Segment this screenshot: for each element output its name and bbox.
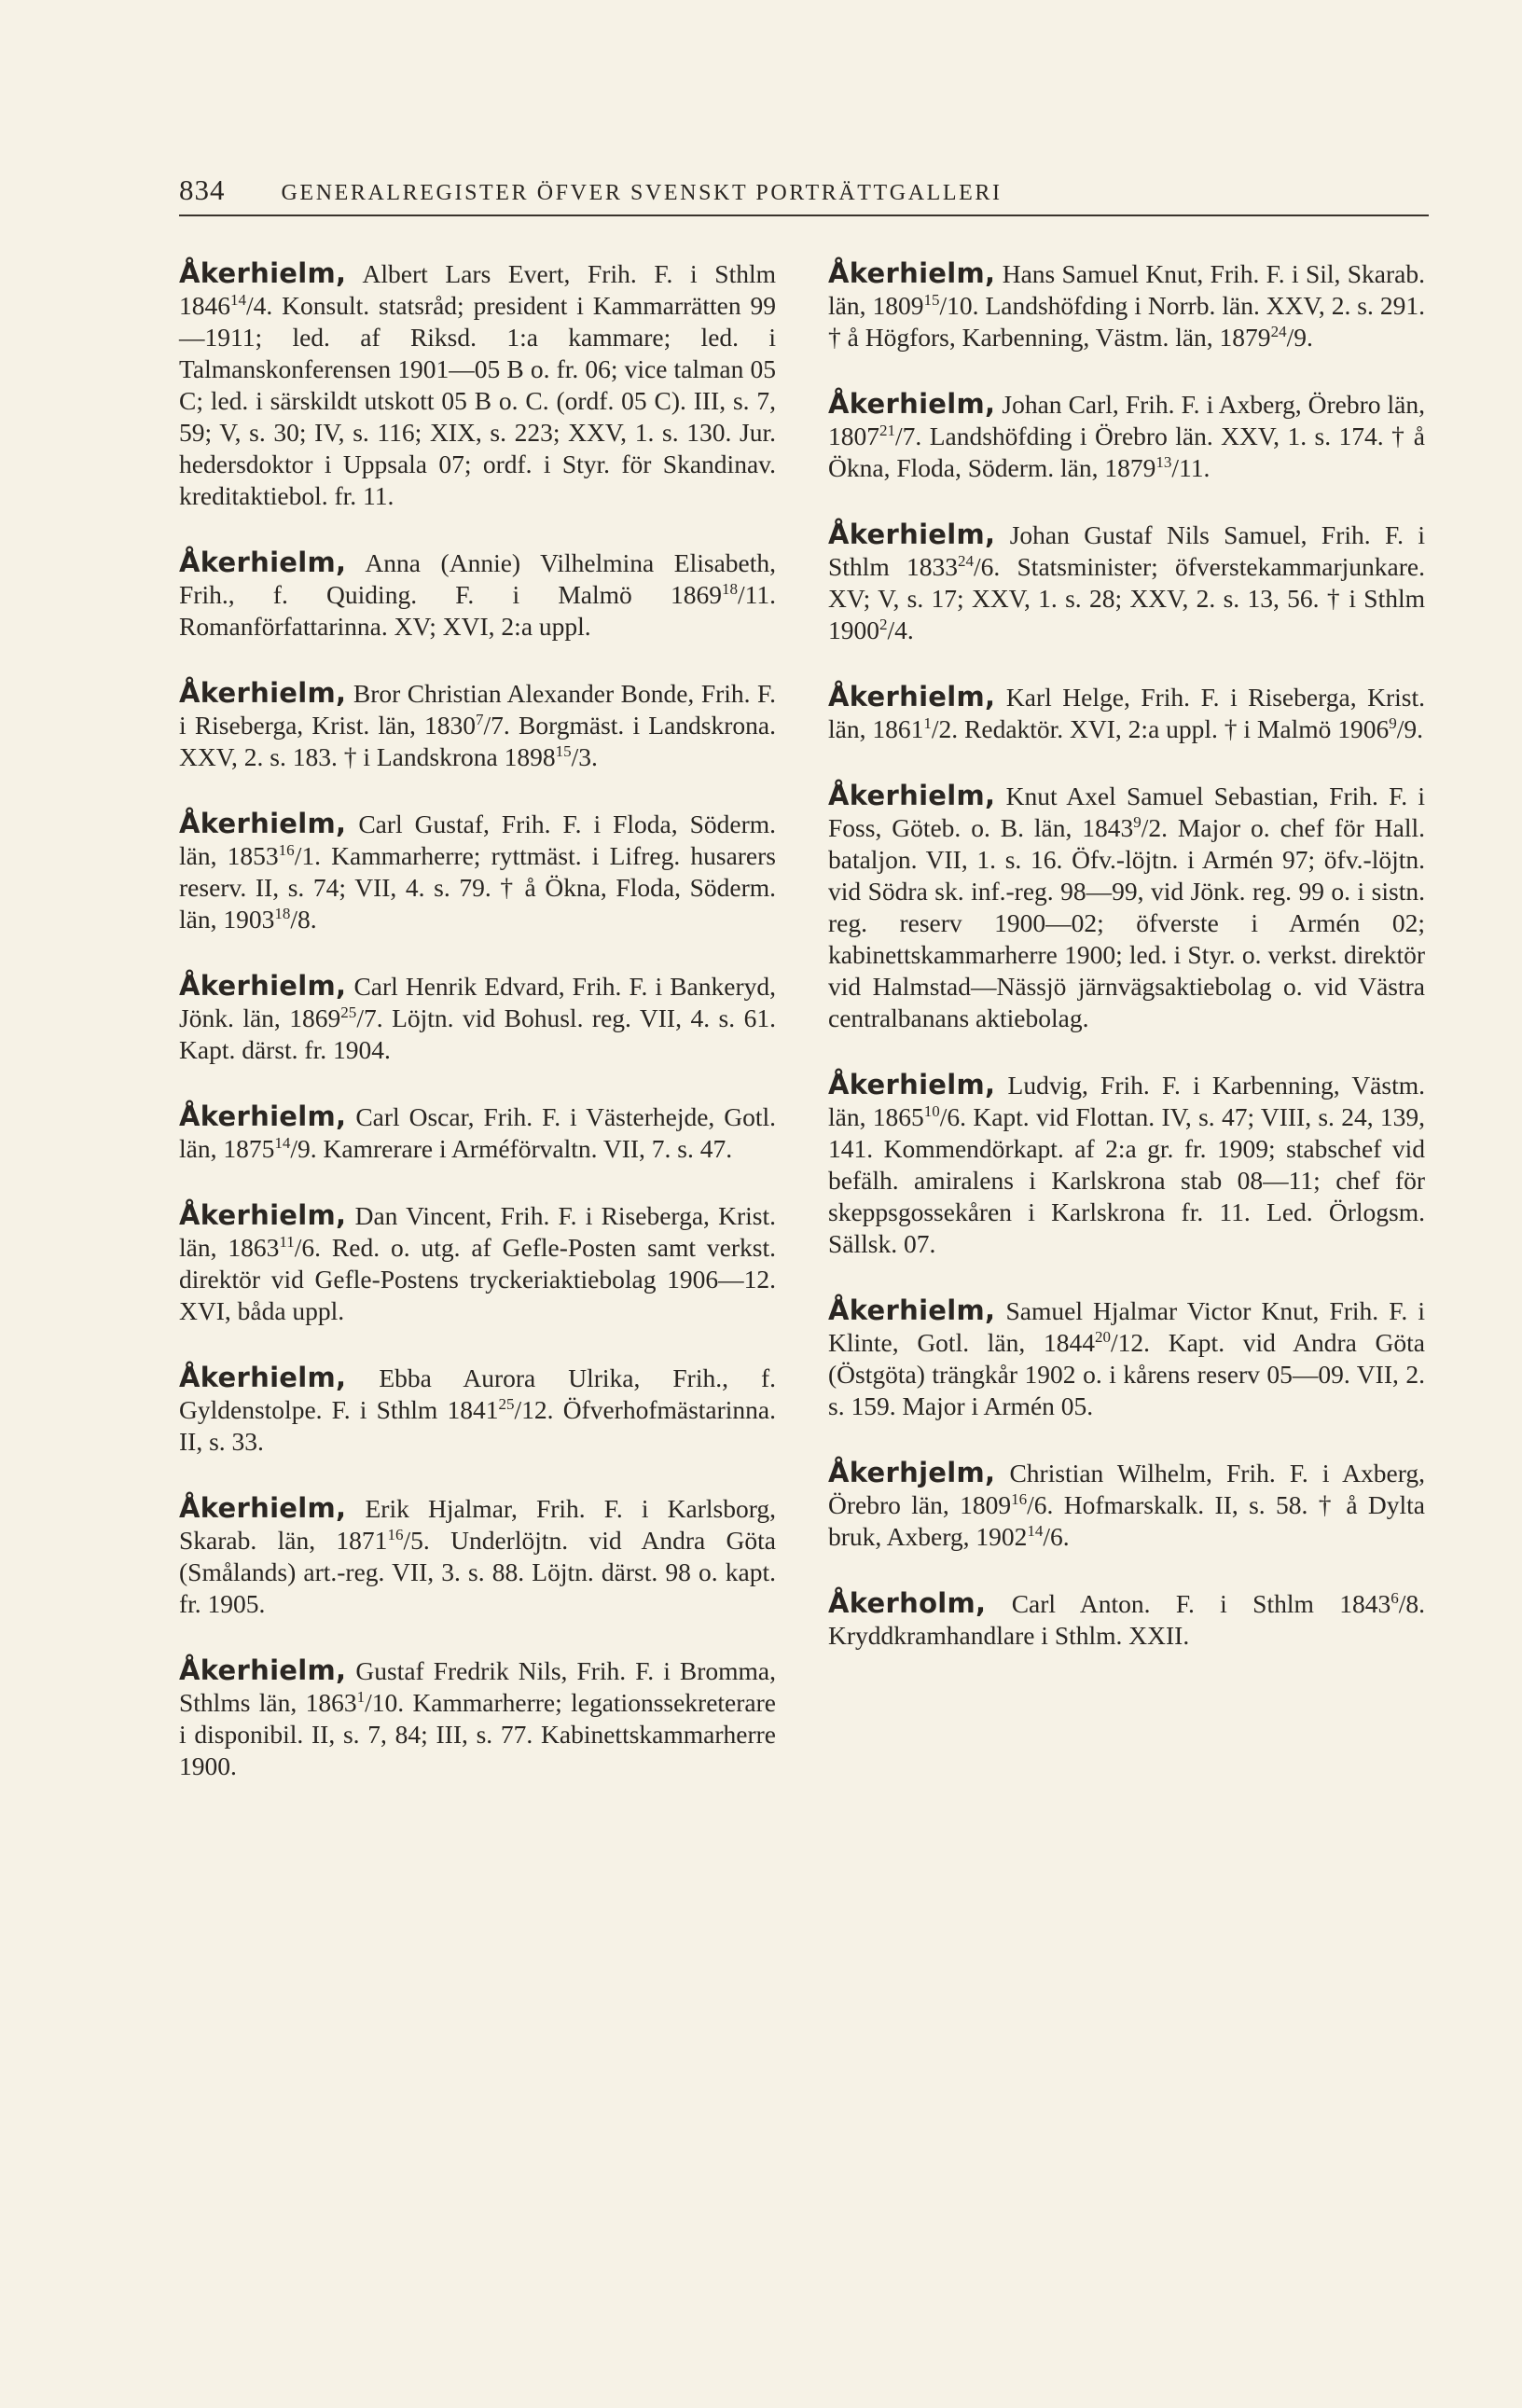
entry-text: /2. Redaktör. XVI, 2:a uppl. † i Malmö 1906 (931, 714, 1390, 743)
register-entry (828, 1069, 1425, 1260)
entry-text: /1. Kammarherre; ryttmäst. i Lifreg. husarers reserv. II, s. 74; VII, 4. s. 79. † å Ökna, Floda, Söderm. län, 1903 (179, 841, 776, 934)
date-superscript: 7 (476, 710, 484, 728)
entry-text: Carl Anton. F. i Sthlm 1843 (1011, 1589, 1391, 1618)
date-superscript: 13 (1155, 452, 1172, 471)
register-entry (828, 519, 1425, 646)
register-entry (828, 257, 1425, 353)
entry-text: Dan Vincent, Frih. F. i Riseberga, Krist. län, 1863 (179, 1201, 776, 1262)
register-entry (179, 1100, 776, 1165)
entry-text: /7. Landshöfding i Örebro län. XXV, 1. s. 174. † å Ökna, Floda, Söderm. län, 1879 (828, 422, 1425, 482)
register-entry (179, 970, 776, 1066)
date-superscript: 25 (340, 1003, 357, 1021)
register-entry (179, 257, 776, 512)
entry-text: Knut Axel Samuel Sebastian, Frih. F. i Foss, Göteb. o. B. län, 1843 (828, 782, 1425, 842)
entry-name: Åkerhielm, (828, 780, 996, 811)
date-superscript: 14 (274, 1133, 291, 1152)
entry-text: /4. Konsult. statsråd; president i Kammarrätten 99—1911; led. af Riksd. 1:a kammare; led. i Talmanskonferensen 1901—05 B o. fr. 06; vice talman 05 C; led. i särskildt utskott 05 B o. C. (ordf. 05 C). III, s. 7, 59; V, s. 30; IV, s. 116; XIX, s. 223; XXV, 1. s. 130. Jur. hedersdoktor i Uppsala 07; ordf. i Styr. för Skandinav. kreditaktiebol. fr. 11. (179, 291, 776, 510)
register-entry (179, 1199, 776, 1327)
date-superscript: 16 (387, 1525, 404, 1543)
date-superscript: 15 (555, 741, 572, 760)
entry-text: /2. Major o. chef för Hall. bataljon. VII, 1. s. 16. Öfv.-löjtn. i Armén 97; öfv.-löjtn. vid Södra sk. inf.-reg. 98—99, vid Jönk. reg. 99 o. i sistn. reg. reserv 1900—02; öfverste i Armén 02; kabinettskammarherre 1900; led. i Styr. o. verkst. direktör vid Halmstad—Nässjö järnvägsaktiebolag o. vid Västra centralbanans aktiebolag. (828, 813, 1425, 1032)
entry-text: Erik Hjalmar, Frih. F. i Karlsborg, Skarab. län, 1871 (179, 1494, 776, 1555)
date-superscript: 10 (923, 1101, 940, 1120)
entry-name: Åkerhielm, (828, 681, 996, 713)
register-entry (828, 780, 1425, 1034)
entry-name: Åkerhielm, (179, 970, 347, 1002)
entry-text: /10. Landshöfding i Norrb. län. XXV, 2. s. 291. † å Högfors, Karbenning, Västm. län, 1879 (828, 291, 1425, 352)
entry-name: Åkerhielm, (828, 388, 996, 420)
entry-name: Åkerhielm, (179, 1100, 347, 1132)
entry-name: Åkerhielm, (179, 1199, 347, 1231)
register-entry (828, 1457, 1425, 1553)
page-header (179, 173, 1429, 207)
entry-name: Åkerhielm, (179, 1362, 347, 1393)
date-superscript: 2 (879, 615, 888, 633)
entry-name: Åkerhielm, (179, 1492, 347, 1524)
entry-text: Carl Gustaf, Frih. F. i Floda, Söderm. län, 1853 (179, 810, 776, 870)
date-superscript: 18 (721, 579, 738, 598)
register-entry (179, 1362, 776, 1458)
entry-text: /9. (1286, 323, 1313, 352)
entry-name: Åkerhielm, (179, 257, 347, 289)
date-superscript: 11 (279, 1232, 295, 1251)
entry-text: /3. (571, 742, 598, 771)
entry-text: Bror Christian Alexander Bonde, Frih. F. i Riseberga, Krist. län, 1830 (179, 679, 777, 740)
date-superscript: 9 (1389, 713, 1397, 732)
entry-text: /11. (1171, 453, 1211, 482)
date-superscript: 15 (923, 290, 940, 309)
entry-name: Åkerhielm, (828, 519, 996, 550)
entry-text: /6. (1043, 1522, 1070, 1551)
entry-text: Samuel Hjalmar Victor Knut, Frih. F. i Klinte, Gotl. län, 1844 (828, 1296, 1425, 1357)
register-entry (179, 1654, 776, 1782)
entry-text: /6. Statsminister; öfverstekammarjunkare. XV; V, s. 17; XXV, 1. s. 28; XXV, 2. s. 13, 56. † i Sthlm 1900 (828, 552, 1425, 644)
entry-text: /4. (887, 616, 914, 644)
entry-name: Åkerhielm, (179, 677, 347, 709)
entry-name: Åkerhjelm, (828, 1457, 996, 1488)
date-superscript: 24 (957, 551, 974, 570)
entry-name: Åkerholm, (828, 1587, 987, 1619)
entry-text: /10. Kammarherre; legationssekreterare i disponibil. II, s. 7, 84; III, s. 77. Kabinettskammarherre 1900. (179, 1688, 776, 1780)
date-superscript: 20 (1094, 1327, 1112, 1346)
entry-text: Karl Helge, Frih. F. i Riseberga, Krist. län, 1861 (828, 683, 1425, 743)
entry-text: Hans Samuel Knut, Frih. F. i Sil, Skarab. län, 1809 (828, 259, 1425, 320)
date-superscript: 14 (1027, 1521, 1044, 1540)
entry-text: /12. Kapt. vid Andra Göta (Östgöta) trängkår 1902 o. i kårens reserv 05—09. VII, 2. s. 159. Major i Armén 05. (828, 1328, 1425, 1420)
entry-text: /9. Kamrerare i Arméförvaltn. VII, 7. s. 47. (290, 1134, 733, 1163)
entry-text: Carl Henrik Edvard, Frih. F. i Bankeryd, Jönk. län, 1869 (179, 972, 777, 1032)
register-entry (179, 808, 776, 935)
entry-text: Johan Gustaf Nils Samuel, Frih. F. i Sthlm 1833 (828, 520, 1425, 581)
date-superscript: 16 (278, 840, 295, 859)
date-superscript: 1 (356, 1687, 366, 1706)
entry-text: /9. (1396, 714, 1424, 743)
entry-text: /6. Kapt. vid Flottan. IV, s. 47; VIII, s. 24, 139, 141. Kommendörkapt. af 2:a gr. fr. 1909; stabschef vid befälh. amiralens i Karlskrona stab 08—11; chef för skeppsgossekåren i Karlskrona fr. 11. Led. Örlogsm. Sällsk. 07. (828, 1102, 1425, 1258)
entry-text: Ebba Aurora Ulrika, Frih., f. Gyldenstolpe. F. i Sthlm 1841 (179, 1363, 777, 1424)
register-entry (828, 388, 1425, 484)
header-rule (179, 215, 1429, 216)
entry-text: /8. (290, 905, 317, 934)
entry-text: /6. Red. o. utg. af Gefle-Posten samt verkst. direktör vid Gefle-Postens tryckeriaktiebolag 1906—12. XVI, båda uppl. (179, 1233, 776, 1325)
register-entry (179, 1492, 776, 1620)
entry-text: /12. Öfverhofmästarinna. II, s. 33. (179, 1395, 777, 1456)
date-superscript: 6 (1391, 1588, 1399, 1607)
date-superscript: 21 (879, 421, 896, 439)
date-superscript: 16 (1011, 1489, 1028, 1508)
register-entry (828, 681, 1425, 745)
entry-name: Åkerhielm, (828, 1069, 996, 1100)
entry-text: /7. Borgmäst. i Landskrona. XXV, 2. s. 183. † i Landskrona 1898 (179, 711, 776, 771)
date-superscript: 18 (274, 904, 291, 922)
date-superscript: 24 (1270, 322, 1287, 340)
date-superscript: 14 (230, 290, 247, 309)
register-entry (179, 547, 776, 643)
left-column (179, 257, 776, 1817)
entry-text: /5. Underlöjtn. vid Andra Göta (Smålands) art.-reg. VII, 3. s. 88. Löjtn. därst. 98 o. kapt. fr. 1905. (179, 1526, 776, 1618)
page-number: 834 (179, 173, 226, 206)
register-entry (179, 677, 776, 773)
entry-text: /8. Kryddkramhandlare i Sthlm. XXII. (828, 1589, 1425, 1650)
entry-name: Åkerhielm, (828, 257, 996, 289)
entry-text: Johan Carl, Frih. F. i Axberg, Örebro län, 1807 (828, 390, 1425, 450)
entry-text: Gustaf Fredrik Nils, Frih. F. i Bromma, Sthlms län, 1863 (179, 1656, 776, 1717)
entry-text: Christian Wilhelm, Frih. F. i Axberg, Örebro län, 1809 (828, 1459, 1425, 1519)
entry-text: Albert Lars Evert, Frih. F. i Sthlm 1846 (179, 259, 776, 320)
entry-text: /7. Löjtn. vid Bohusl. reg. VII, 4. s. 61. Kapt. därst. fr. 1904. (179, 1003, 776, 1064)
entry-name: Åkerhielm, (828, 1294, 996, 1326)
entry-name: Åkerhielm, (179, 547, 347, 578)
entry-text: Anna (Annie) Vilhelmina Elisabeth, Frih., f. Quiding. F. i Malmö 1869 (179, 548, 777, 609)
entry-name: Åkerhielm, (179, 808, 347, 839)
entry-name: Åkerhielm, (179, 1654, 347, 1686)
date-superscript: 25 (498, 1394, 515, 1413)
date-superscript: 1 (923, 713, 932, 732)
entry-text: /11. Romanförfattarinna. XV; XVI, 2:a uppl. (179, 580, 776, 641)
right-column (828, 257, 1425, 1686)
date-superscript: 9 (1133, 812, 1142, 831)
entry-text: Carl Oscar, Frih. F. i Västerhejde, Gotl. län, 1875 (179, 1102, 777, 1163)
entry-text: /6. Hofmarskalk. II, s. 58. † å Dylta bruk, Axberg, 1902 (828, 1490, 1426, 1551)
entry-text: Ludvig, Frih. F. i Karbenning, Västm. län, 1865 (828, 1071, 1425, 1131)
running-title: GENERALREGISTER ÖFVER SVENSKT PORTRÄTTGALLERI (281, 181, 1003, 205)
register-entry (828, 1294, 1425, 1422)
register-entry (828, 1587, 1425, 1652)
